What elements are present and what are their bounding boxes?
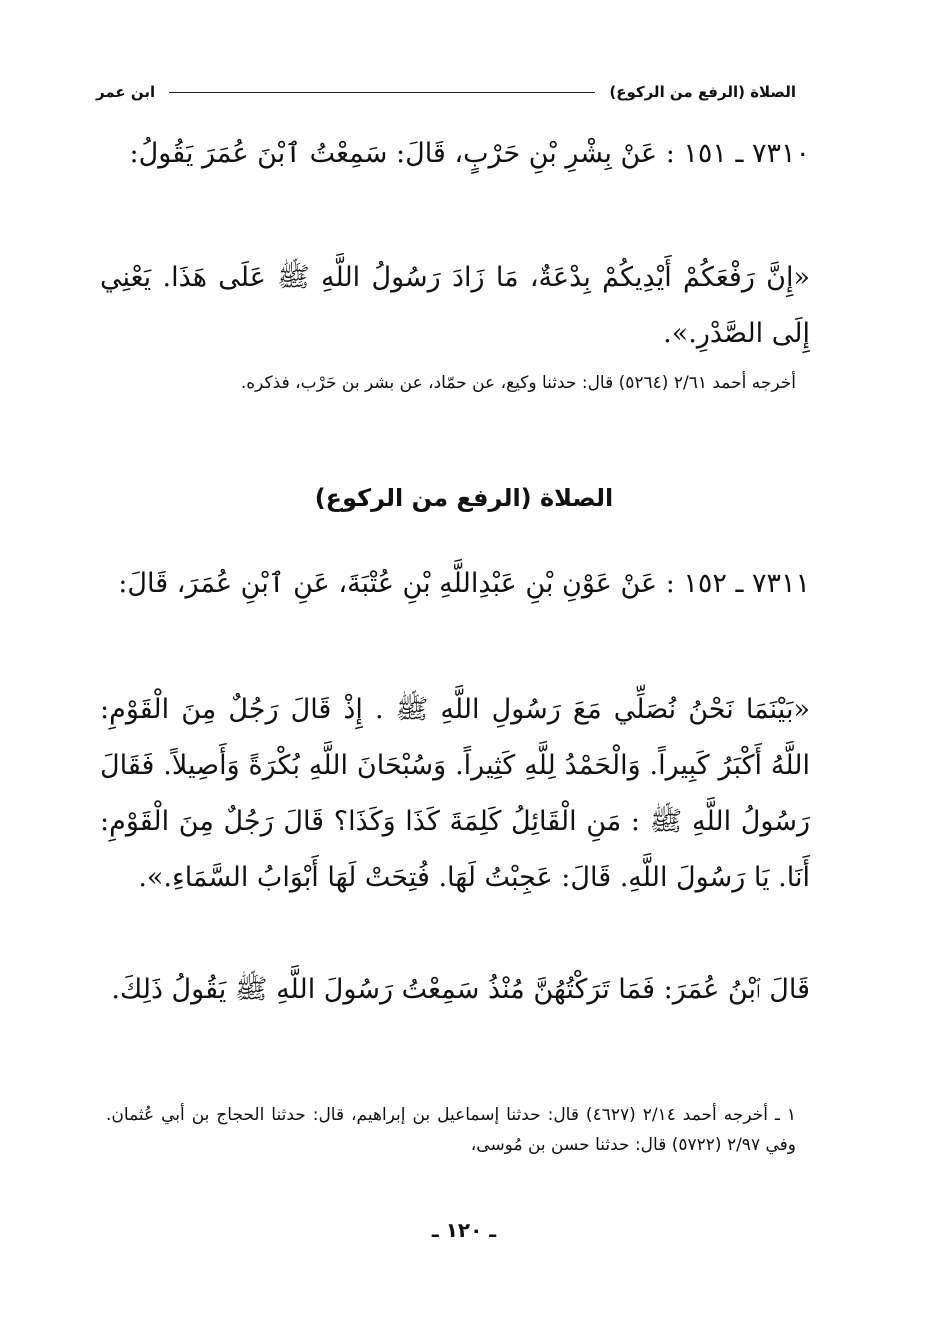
section-title: الصلاة (الرفع من الركوع) xyxy=(314,484,614,512)
hadith-7311-ibn-umar-statement: قَالَ ٱبْنُ عُمَرَ: فَمَا تَرَكْتُهُنَّ مُنْذُ سَمِعْتُ رَسُولَ اللَّهِ ﷺ يَقُولُ ذَلِكَ. xyxy=(111,974,810,1005)
running-header xyxy=(96,76,796,108)
page-number: ـ ١٢٠ ـ xyxy=(431,1218,497,1242)
hadith-7311-takhrij-footnote: ١ ـ أخرجه أحمد ٢/١٤ (٤٦٢٧) قال: حدثنا إسماعيل بن إبراهيم، قال: حدثنا الحجاج بن أبي عُثمان. وفي ٢/٩٧ (٥٧٢٢) قال: حدثنا حسن بن مُوسى، xyxy=(106,1105,796,1155)
header-chapter-title: الصلاة (الرفع من الركوع) xyxy=(609,83,796,101)
hadith-7310-matn: «إِنَّ رَفْعَكُمْ أَيْدِيكُمْ بِدْعَةٌ، مَا زَادَ رَسُولُ اللَّهِ ﷺ عَلَى هَذَا. يَعْنِي إِلَى الصَّدْرِ.». xyxy=(100,262,810,349)
hadith-7310-takhrij: أخرجه أحمد ٢/٦١ (٥٢٦٤) قال: حدثنا وكيع، عن حمّاد، عن بشر بن حَرْب، فذكره. xyxy=(240,373,796,393)
header-narrator: ابن عمر xyxy=(96,83,156,101)
hadith-7311-intro: ٧٣١١ ـ ١٥٢ : عَنْ عَوْنِ بْنِ عَبْدِاللَّهِ بْنِ عُتْبَةَ، عَنِ ٱبْنِ عُمَرَ، قَالَ: xyxy=(118,568,810,599)
hadith-7310-intro: ٧٣١٠ ـ ١٥١ : عَنْ بِشْرِ بْنِ حَرْبٍ، قَالَ: سَمِعْتُ ٱبْنَ عُمَرَ يَقُولُ: xyxy=(129,138,810,169)
hadith-7311-matn: «بَيْنَمَا نَحْنُ نُصَلِّي مَعَ رَسُولِ اللَّهِ ﷺ . إِذْ قَالَ رَجُلٌ مِنَ الْقَوْمِ: اللَّهُ أَكْبَرُ كَبِيراً. وَالْحَمْدُ لِلَّهِ كَثِيراً. وَسُبْحَانَ اللَّهِ بُكْرَةً وَأَصِيلاً. فَقَالَ رَسُولُ اللَّهِ ﷺ : مَنِ الْقَائِلُ كَلِمَةَ كَذَا وَكَذَا؟ قَالَ رَجُلٌ مِنَ الْقَوْمِ: أَنَا. يَا رَسُولَ اللَّهِ. قَالَ: عَجِبْتُ لَهَا. فُتِحَتْ لَهَا أَبْوَابُ السَّمَاءِ.». xyxy=(100,694,810,893)
header-rule xyxy=(169,92,595,93)
